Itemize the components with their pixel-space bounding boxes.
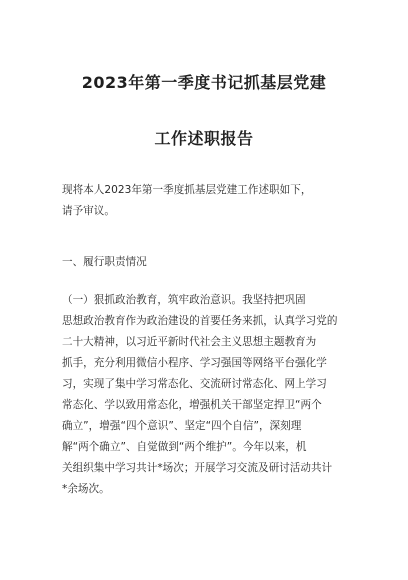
body-line: 关组织集中学习共计*场次；开展学习交流及研讨活动共计: [62, 462, 333, 474]
body-line: 思想政治教育作为政治建设的首要任务来抓，认真学习党的: [62, 315, 338, 327]
body-line: *余场次。: [62, 483, 110, 495]
intro-paragraph: [62, 180, 360, 222]
body-line: 二十大精神，以习近平新时代社会主义思想主题教育为: [62, 336, 317, 348]
intro-line: 现将本人2023年第一季度抓基层党建工作述职如下，: [62, 184, 312, 196]
body-paragraph: [62, 290, 360, 500]
intro-line: 请予审议。: [62, 205, 115, 217]
body-line: 解“两个确立”、自觉做到“两个维护”。今年以来，机: [62, 441, 307, 453]
body-line: （一）狠抓政治教育，筑牢政治意识。我坚持把巩固: [62, 294, 306, 306]
document-title-line-2: 工作述职报告: [154, 129, 254, 148]
section-heading: 一、履行职责情况: [62, 256, 147, 268]
body-line: 常态化、学以致用常态化，增强机关干部坚定捍卫“两个: [62, 399, 322, 411]
body-line: 确立”，增强“四个意识”、坚定“四个自信”，深刻理: [62, 420, 302, 432]
body-line: 抓手，充分利用微信小程序、学习强国等网络平台强化学: [62, 357, 327, 369]
document-title-line-1: 2023年第一季度书记抓基层党建: [81, 73, 327, 92]
body-line: 习，实现了集中学习常态化、交流研讨常态化、网上学习: [62, 378, 327, 390]
